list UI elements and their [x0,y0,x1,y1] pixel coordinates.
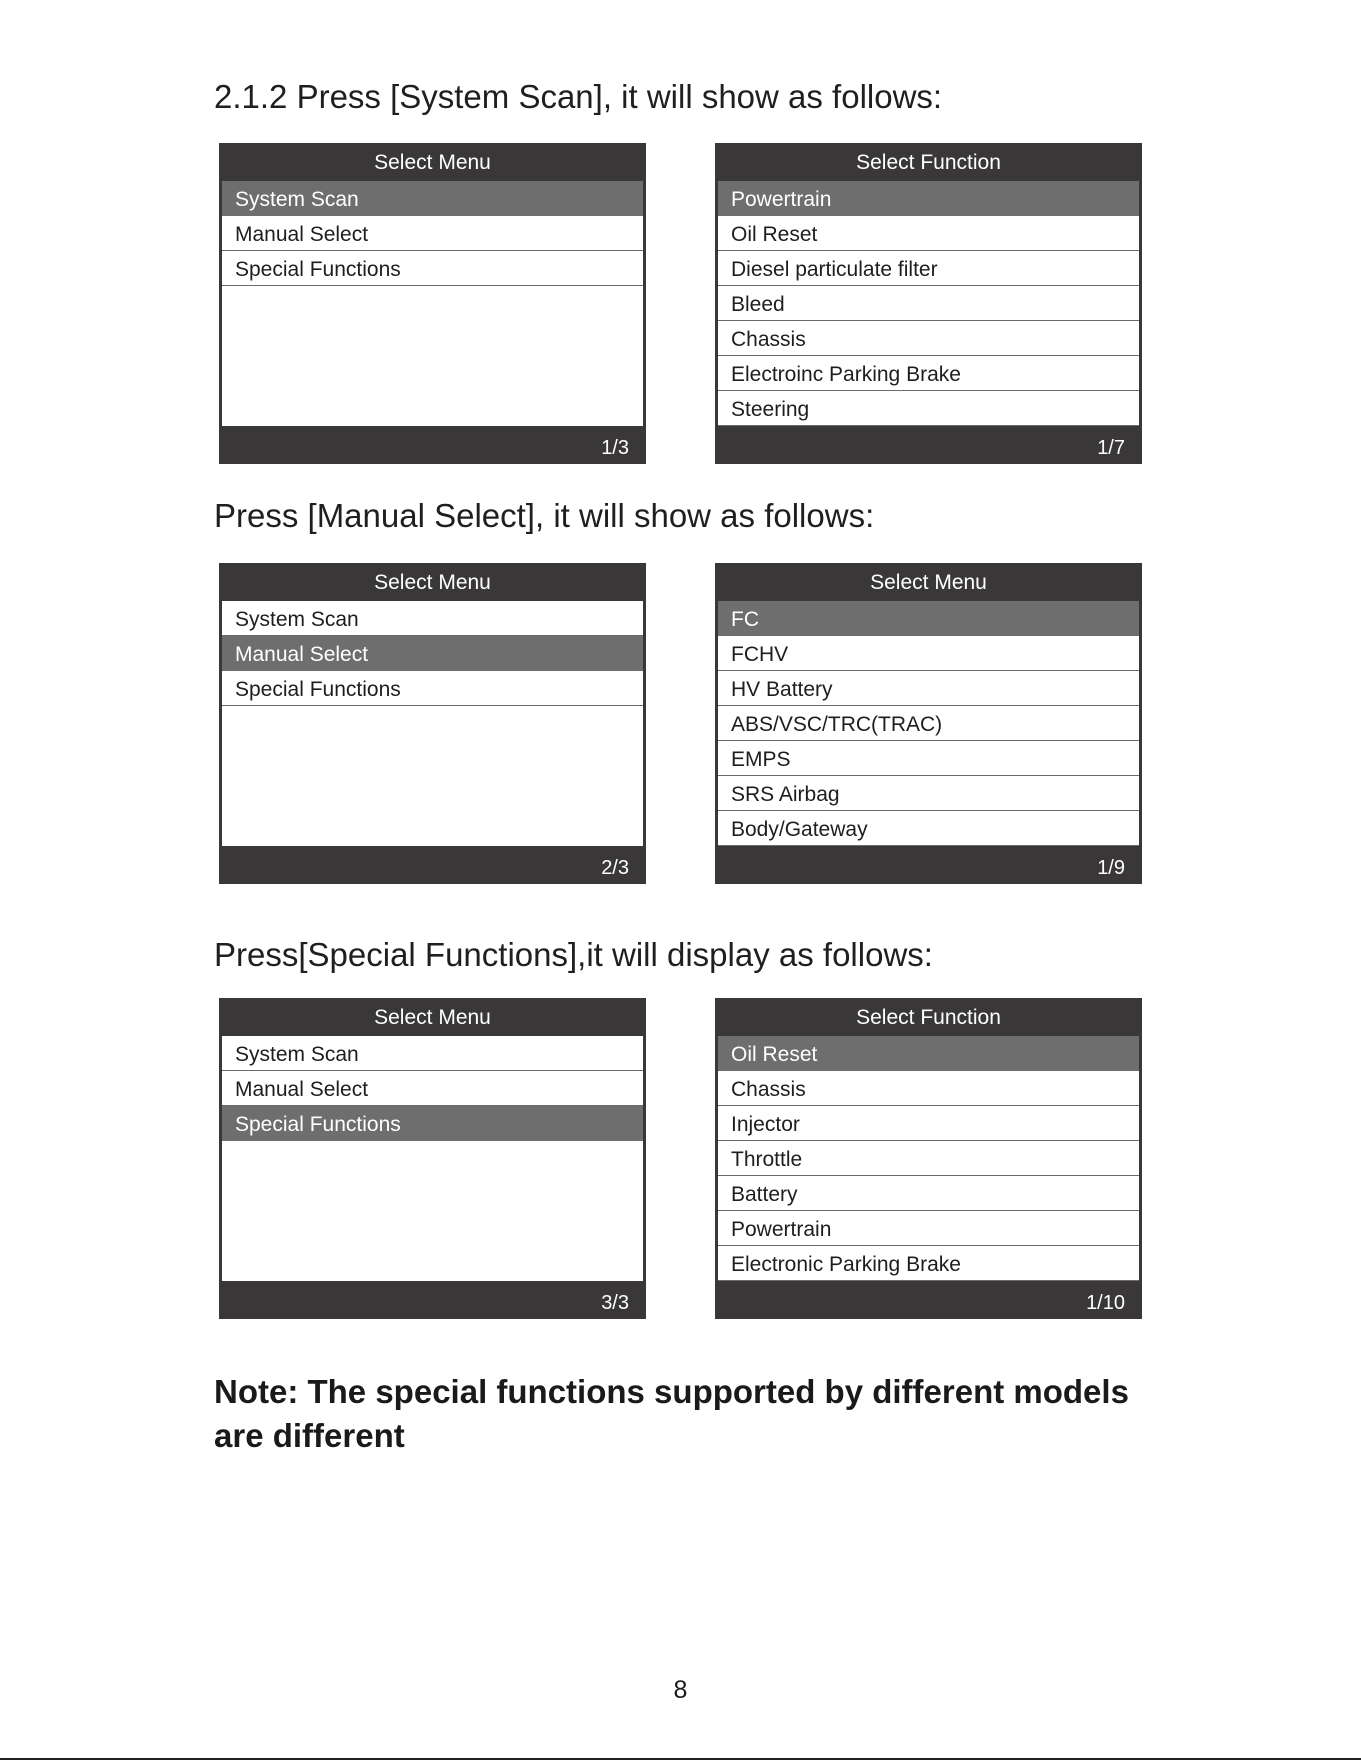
menu-item: SRS Airbag [718,776,1139,811]
note-text: Note: The special functions supported by different models are different [214,1373,1129,1454]
menu-item: FC [718,601,1139,636]
menu-item: Powertrain [718,1211,1139,1246]
menu-list [718,1036,1139,1281]
page-indicator: 2/3 [601,857,629,879]
screen-select-menu-manual-select [219,563,646,884]
menu-item: Throttle [718,1141,1139,1176]
menu-item: Oil Reset [718,216,1139,251]
menu-item: Manual Select [222,216,643,251]
menu-list [718,601,1139,846]
menu-item: Chassis [718,1071,1139,1106]
screen-select-function-system-scan [715,143,1142,464]
menu-item: Powertrain [718,181,1139,216]
menu-item: Battery [718,1176,1139,1211]
menu-item: EMPS [718,741,1139,776]
menu-item: System Scan [222,601,643,636]
menu-list [222,181,643,426]
screen-title: Select Menu [870,571,987,594]
menu-item: Special Functions [222,1106,643,1141]
menu-item: Manual Select [222,1071,643,1106]
page-bottom-rule [0,1758,1361,1760]
section-heading-system-scan: 2.1.2 Press [System Scan], it will show as follows: [214,78,943,115]
menu-item: System Scan [222,1036,643,1071]
menu-list [222,601,643,846]
page-indicator: 3/3 [601,1292,629,1314]
menu-item: Special Functions [222,251,643,286]
menu-item: Body/Gateway [718,811,1139,846]
screen-title: Select Menu [374,151,491,174]
menu-item: ABS/VSC/TRC(TRAC) [718,706,1139,741]
screen-title: Select Menu [374,571,491,594]
screen-select-menu-special-functions [219,998,646,1319]
page-indicator: 1/3 [601,437,629,459]
screen-title: Select Menu [374,1006,491,1029]
menu-item: Bleed [718,286,1139,321]
menu-item: Steering [718,391,1139,426]
menu-item: Oil Reset [718,1036,1139,1071]
page-indicator: 1/7 [1097,437,1125,459]
menu-list [222,1036,643,1281]
page-indicator: 1/10 [1086,1292,1125,1314]
screen-title: Select Function [856,1006,1001,1029]
page-number: 8 [673,1676,688,1704]
menu-item: Diesel particulate filter [718,251,1139,286]
screen-select-menu-systems [715,563,1142,884]
menu-item: Special Functions [222,671,643,706]
screen-select-menu-system-scan [219,143,646,464]
menu-item: System Scan [222,181,643,216]
menu-item: FCHV [718,636,1139,671]
menu-item: Electroinc Parking Brake [718,356,1139,391]
menu-item: HV Battery [718,671,1139,706]
menu-item: Electronic Parking Brake [718,1246,1139,1281]
screen-title: Select Function [856,151,1001,174]
section-heading-special-functions: Press[Special Functions],it will display as follows: [214,936,933,973]
section-heading-manual-select: Press [Manual Select], it will show as follows: [214,497,875,534]
menu-list [718,181,1139,426]
menu-item: Injector [718,1106,1139,1141]
menu-item: Chassis [718,321,1139,356]
page-indicator: 1/9 [1097,857,1125,879]
menu-item: Manual Select [222,636,643,671]
screen-select-function-special [715,998,1142,1319]
